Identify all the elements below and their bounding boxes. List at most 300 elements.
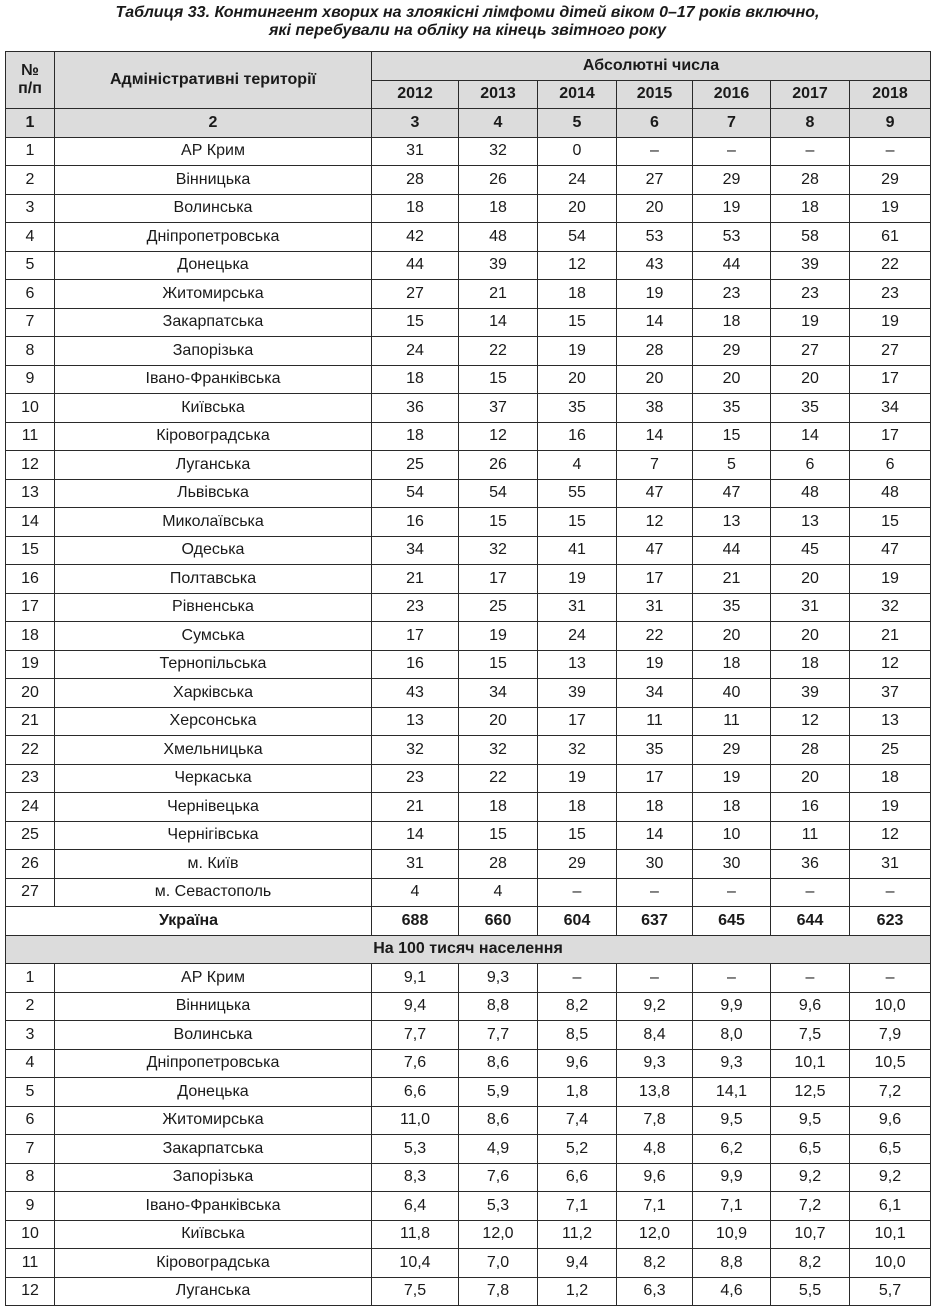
total-value: 604: [538, 907, 617, 936]
value-cell: 1,8: [538, 1078, 617, 1107]
value-cell: 31: [372, 850, 459, 879]
value-cell: 20: [538, 194, 617, 223]
table-row: [6, 137, 931, 166]
table-row: [6, 1021, 931, 1050]
territory-name: Закарпатська: [55, 308, 372, 337]
value-cell: 4,6: [693, 1277, 771, 1306]
year-header: 2013: [459, 80, 538, 109]
per100k-section: [6, 964, 931, 1306]
value-cell: 13: [538, 650, 617, 679]
column-index: 4: [459, 109, 538, 138]
value-cell: 13: [372, 707, 459, 736]
value-cell: 8,3: [372, 1163, 459, 1192]
value-cell: 9,5: [771, 1106, 850, 1135]
value-cell: –: [771, 878, 850, 907]
value-cell: 17: [372, 622, 459, 651]
row-number: 25: [6, 821, 55, 850]
value-cell: 34: [372, 536, 459, 565]
territory-name: Херсонська: [55, 707, 372, 736]
value-cell: –: [538, 878, 617, 907]
territory-name: Рівненська: [55, 593, 372, 622]
value-cell: 22: [617, 622, 693, 651]
value-cell: –: [850, 878, 931, 907]
territory-name: Донецька: [55, 1078, 372, 1107]
value-cell: 9,9: [693, 1163, 771, 1192]
row-number: 3: [6, 1021, 55, 1050]
value-cell: 15: [850, 508, 931, 537]
value-cell: 17: [850, 422, 931, 451]
value-cell: 4,9: [459, 1135, 538, 1164]
territory-name: Харківська: [55, 679, 372, 708]
value-cell: 30: [617, 850, 693, 879]
table-row: [6, 1106, 931, 1135]
value-cell: 9,5: [693, 1106, 771, 1135]
value-cell: 29: [693, 166, 771, 195]
value-cell: 6: [850, 451, 931, 480]
territory-name: Сумська: [55, 622, 372, 651]
value-cell: 23: [372, 593, 459, 622]
value-cell: 16: [372, 650, 459, 679]
territory-name: Тернопільська: [55, 650, 372, 679]
column-index: 2: [55, 109, 372, 138]
value-cell: 0: [538, 137, 617, 166]
value-cell: 30: [693, 850, 771, 879]
value-cell: 9,6: [771, 992, 850, 1021]
row-number: 7: [6, 308, 55, 337]
value-cell: 18: [771, 194, 850, 223]
territory-name: м. Київ: [55, 850, 372, 879]
value-cell: 7,7: [459, 1021, 538, 1050]
value-cell: 9,1: [372, 964, 459, 993]
value-cell: 9,6: [617, 1163, 693, 1192]
column-index: 7: [693, 109, 771, 138]
value-cell: 32: [459, 736, 538, 765]
row-number: 24: [6, 793, 55, 822]
row-number: 26: [6, 850, 55, 879]
table-row: [6, 821, 931, 850]
row-number: 8: [6, 1163, 55, 1192]
value-cell: 11: [771, 821, 850, 850]
total-value: 645: [693, 907, 771, 936]
value-cell: 18: [693, 650, 771, 679]
row-number: 9: [6, 365, 55, 394]
value-cell: 20: [538, 365, 617, 394]
value-cell: 8,8: [693, 1249, 771, 1278]
value-cell: 31: [771, 593, 850, 622]
value-cell: 21: [372, 793, 459, 822]
table-row: [6, 764, 931, 793]
row-number: 7: [6, 1135, 55, 1164]
section-header-per100k: На 100 тисяч населення: [6, 935, 931, 964]
value-cell: 11,8: [372, 1220, 459, 1249]
value-cell: 12: [538, 251, 617, 280]
value-cell: 7,4: [538, 1106, 617, 1135]
territory-name: Хмельницька: [55, 736, 372, 765]
value-cell: 8,4: [617, 1021, 693, 1050]
value-cell: 39: [538, 679, 617, 708]
row-number: 9: [6, 1192, 55, 1221]
value-cell: 21: [693, 565, 771, 594]
row-number: 19: [6, 650, 55, 679]
value-cell: –: [850, 964, 931, 993]
table-row: [6, 878, 931, 907]
value-cell: 23: [850, 280, 931, 309]
value-cell: –: [538, 964, 617, 993]
value-cell: 41: [538, 536, 617, 565]
header-territory: Адміністративні території: [55, 52, 372, 109]
table-row: [6, 1249, 931, 1278]
territory-name: Чернівецька: [55, 793, 372, 822]
value-cell: 28: [617, 337, 693, 366]
value-cell: –: [693, 137, 771, 166]
value-cell: 9,3: [693, 1049, 771, 1078]
value-cell: 19: [538, 565, 617, 594]
column-index-row: [6, 109, 931, 138]
table-row: [6, 251, 931, 280]
value-cell: 15: [459, 821, 538, 850]
value-cell: 8,2: [538, 992, 617, 1021]
row-number: 12: [6, 1277, 55, 1306]
value-cell: 47: [617, 479, 693, 508]
value-cell: 7,8: [617, 1106, 693, 1135]
column-index: 5: [538, 109, 617, 138]
value-cell: 20: [617, 365, 693, 394]
table-row: [6, 1277, 931, 1306]
value-cell: 10,1: [771, 1049, 850, 1078]
table-row: [6, 337, 931, 366]
value-cell: 36: [372, 394, 459, 423]
value-cell: 7,8: [459, 1277, 538, 1306]
value-cell: 6,3: [617, 1277, 693, 1306]
value-cell: 12,5: [771, 1078, 850, 1107]
value-cell: 7,0: [459, 1249, 538, 1278]
value-cell: 8,6: [459, 1049, 538, 1078]
value-cell: 4: [538, 451, 617, 480]
value-cell: 18: [372, 194, 459, 223]
territory-name: Кіровоградська: [55, 422, 372, 451]
value-cell: 23: [771, 280, 850, 309]
value-cell: 19: [459, 622, 538, 651]
table-row: [6, 308, 931, 337]
value-cell: 19: [850, 308, 931, 337]
territory-name: Житомирська: [55, 280, 372, 309]
territory-name: Чернігівська: [55, 821, 372, 850]
table-row: [6, 964, 931, 993]
year-header: 2012: [372, 80, 459, 109]
value-cell: 17: [617, 764, 693, 793]
value-cell: 40: [693, 679, 771, 708]
value-cell: –: [617, 137, 693, 166]
value-cell: 17: [538, 707, 617, 736]
territory-name: Одеська: [55, 536, 372, 565]
year-header: 2015: [617, 80, 693, 109]
value-cell: 28: [372, 166, 459, 195]
value-cell: 29: [538, 850, 617, 879]
value-cell: 43: [372, 679, 459, 708]
row-number: 5: [6, 1078, 55, 1107]
territory-name: Івано-Франківська: [55, 1192, 372, 1221]
value-cell: 21: [372, 565, 459, 594]
value-cell: 18: [693, 793, 771, 822]
value-cell: 47: [850, 536, 931, 565]
value-cell: 12: [850, 821, 931, 850]
total-value: 688: [372, 907, 459, 936]
value-cell: 13: [693, 508, 771, 537]
value-cell: 9,2: [771, 1163, 850, 1192]
value-cell: 7,2: [850, 1078, 931, 1107]
value-cell: 11: [693, 707, 771, 736]
column-index: 1: [6, 109, 55, 138]
value-cell: 61: [850, 223, 931, 252]
value-cell: 12: [617, 508, 693, 537]
value-cell: 1,2: [538, 1277, 617, 1306]
value-cell: 5,7: [850, 1277, 931, 1306]
column-index: 3: [372, 109, 459, 138]
value-cell: 14: [617, 821, 693, 850]
territory-name: Львівська: [55, 479, 372, 508]
value-cell: 20: [771, 622, 850, 651]
value-cell: 24: [372, 337, 459, 366]
value-cell: 21: [459, 280, 538, 309]
value-cell: 7,7: [372, 1021, 459, 1050]
value-cell: 35: [617, 736, 693, 765]
value-cell: 34: [850, 394, 931, 423]
value-cell: 31: [850, 850, 931, 879]
table-row: [6, 1163, 931, 1192]
table-row: [6, 422, 931, 451]
table-row: [6, 1220, 931, 1249]
value-cell: 18: [538, 793, 617, 822]
value-cell: –: [850, 137, 931, 166]
value-cell: 48: [850, 479, 931, 508]
value-cell: 32: [538, 736, 617, 765]
territory-name: Черкаська: [55, 764, 372, 793]
value-cell: 7,1: [617, 1192, 693, 1221]
value-cell: 7,1: [538, 1192, 617, 1221]
value-cell: 55: [538, 479, 617, 508]
value-cell: 48: [459, 223, 538, 252]
value-cell: 18: [850, 764, 931, 793]
table-row: [6, 365, 931, 394]
table-row: [6, 622, 931, 651]
value-cell: 7,5: [771, 1021, 850, 1050]
value-cell: 18: [459, 194, 538, 223]
value-cell: 5,3: [459, 1192, 538, 1221]
value-cell: 11,0: [372, 1106, 459, 1135]
value-cell: 6,6: [538, 1163, 617, 1192]
value-cell: 13,8: [617, 1078, 693, 1107]
row-number: 1: [6, 964, 55, 993]
row-number: 21: [6, 707, 55, 736]
row-number: 14: [6, 508, 55, 537]
table-row: [6, 194, 931, 223]
row-number: 10: [6, 1220, 55, 1249]
value-cell: 9,2: [850, 1163, 931, 1192]
value-cell: 29: [850, 166, 931, 195]
row-number: 6: [6, 280, 55, 309]
table-row: [6, 536, 931, 565]
value-cell: 20: [771, 365, 850, 394]
territory-name: Кіровоградська: [55, 1249, 372, 1278]
value-cell: 12: [850, 650, 931, 679]
row-number: 15: [6, 536, 55, 565]
value-cell: 22: [459, 764, 538, 793]
value-cell: 25: [850, 736, 931, 765]
value-cell: 26: [459, 451, 538, 480]
value-cell: 24: [538, 622, 617, 651]
row-number: 2: [6, 166, 55, 195]
row-number: 3: [6, 194, 55, 223]
table-row: [6, 736, 931, 765]
value-cell: 44: [372, 251, 459, 280]
value-cell: 35: [693, 394, 771, 423]
value-cell: 18: [771, 650, 850, 679]
territory-name: Волинська: [55, 194, 372, 223]
value-cell: 6: [771, 451, 850, 480]
value-cell: 12: [771, 707, 850, 736]
value-cell: 53: [693, 223, 771, 252]
value-cell: 36: [771, 850, 850, 879]
value-cell: 4: [372, 878, 459, 907]
value-cell: 10,4: [372, 1249, 459, 1278]
table-row: [6, 451, 931, 480]
value-cell: 18: [372, 365, 459, 394]
row-number: 11: [6, 1249, 55, 1278]
table-row: [6, 850, 931, 879]
value-cell: 8,2: [771, 1249, 850, 1278]
value-cell: 35: [693, 593, 771, 622]
table-row: [6, 1192, 931, 1221]
value-cell: 14: [617, 308, 693, 337]
value-cell: 10,0: [850, 1249, 931, 1278]
total-value: 644: [771, 907, 850, 936]
value-cell: 28: [771, 166, 850, 195]
table-row: [6, 223, 931, 252]
value-cell: 15: [538, 308, 617, 337]
value-cell: 17: [459, 565, 538, 594]
lymphoma-table: [5, 51, 931, 1306]
value-cell: 5,9: [459, 1078, 538, 1107]
value-cell: 54: [459, 479, 538, 508]
value-cell: 19: [538, 337, 617, 366]
territory-name: АР Крим: [55, 137, 372, 166]
value-cell: 13: [850, 707, 931, 736]
value-cell: 39: [771, 679, 850, 708]
value-cell: 12,0: [617, 1220, 693, 1249]
total-value: 637: [617, 907, 693, 936]
row-number: 10: [6, 394, 55, 423]
row-number: 4: [6, 223, 55, 252]
total-section: [6, 907, 931, 964]
table-row: [6, 992, 931, 1021]
territory-name: Запорізька: [55, 1163, 372, 1192]
value-cell: 18: [372, 422, 459, 451]
table-row: [6, 707, 931, 736]
value-cell: 10: [693, 821, 771, 850]
row-number: 4: [6, 1049, 55, 1078]
value-cell: 16: [538, 422, 617, 451]
value-cell: 47: [617, 536, 693, 565]
value-cell: 7,5: [372, 1277, 459, 1306]
table-row: [6, 793, 931, 822]
value-cell: 19: [771, 308, 850, 337]
value-cell: 9,3: [459, 964, 538, 993]
value-cell: 10,7: [771, 1220, 850, 1249]
value-cell: 5,3: [372, 1135, 459, 1164]
value-cell: –: [617, 964, 693, 993]
value-cell: 6,6: [372, 1078, 459, 1107]
value-cell: 9,4: [538, 1249, 617, 1278]
caption-line-2: які перебували на обліку на кінець звітного року: [268, 22, 667, 39]
value-cell: 23: [372, 764, 459, 793]
value-cell: 19: [850, 793, 931, 822]
value-cell: 10,9: [693, 1220, 771, 1249]
value-cell: 34: [459, 679, 538, 708]
value-cell: 53: [617, 223, 693, 252]
value-cell: 31: [372, 137, 459, 166]
value-cell: 37: [850, 679, 931, 708]
column-index: 9: [850, 109, 931, 138]
total-label: Україна: [6, 907, 372, 936]
value-cell: 31: [538, 593, 617, 622]
value-cell: 13: [771, 508, 850, 537]
territory-name: Київська: [55, 394, 372, 423]
row-number: 27: [6, 878, 55, 907]
value-cell: 5,5: [771, 1277, 850, 1306]
territory-name: Київська: [55, 1220, 372, 1249]
value-cell: 12,0: [459, 1220, 538, 1249]
value-cell: 18: [538, 280, 617, 309]
value-cell: 7,6: [459, 1163, 538, 1192]
value-cell: 9,3: [617, 1049, 693, 1078]
value-cell: 34: [617, 679, 693, 708]
value-cell: 29: [693, 337, 771, 366]
row-number: 2: [6, 992, 55, 1021]
row-number: 1: [6, 137, 55, 166]
value-cell: 20: [771, 565, 850, 594]
value-cell: 6,1: [850, 1192, 931, 1221]
value-cell: 9,6: [538, 1049, 617, 1078]
table-row: [6, 565, 931, 594]
value-cell: 7,9: [850, 1021, 931, 1050]
row-number: 20: [6, 679, 55, 708]
row-number: 8: [6, 337, 55, 366]
value-cell: 32: [459, 137, 538, 166]
value-cell: 54: [538, 223, 617, 252]
value-cell: 18: [617, 793, 693, 822]
value-cell: 15: [693, 422, 771, 451]
value-cell: 44: [693, 251, 771, 280]
territory-name: Вінницька: [55, 992, 372, 1021]
value-cell: 22: [459, 337, 538, 366]
value-cell: 25: [459, 593, 538, 622]
value-cell: 42: [372, 223, 459, 252]
territory-name: Луганська: [55, 1277, 372, 1306]
value-cell: 19: [538, 764, 617, 793]
header-row-top: [6, 52, 931, 81]
table-row: [6, 508, 931, 537]
territory-name: м. Севастополь: [55, 878, 372, 907]
territory-name: Запорізька: [55, 337, 372, 366]
value-cell: 20: [771, 764, 850, 793]
row-number: 18: [6, 622, 55, 651]
value-cell: 14: [771, 422, 850, 451]
value-cell: 18: [459, 793, 538, 822]
year-header: 2017: [771, 80, 850, 109]
value-cell: 26: [459, 166, 538, 195]
value-cell: 32: [459, 536, 538, 565]
value-cell: 7,6: [372, 1049, 459, 1078]
